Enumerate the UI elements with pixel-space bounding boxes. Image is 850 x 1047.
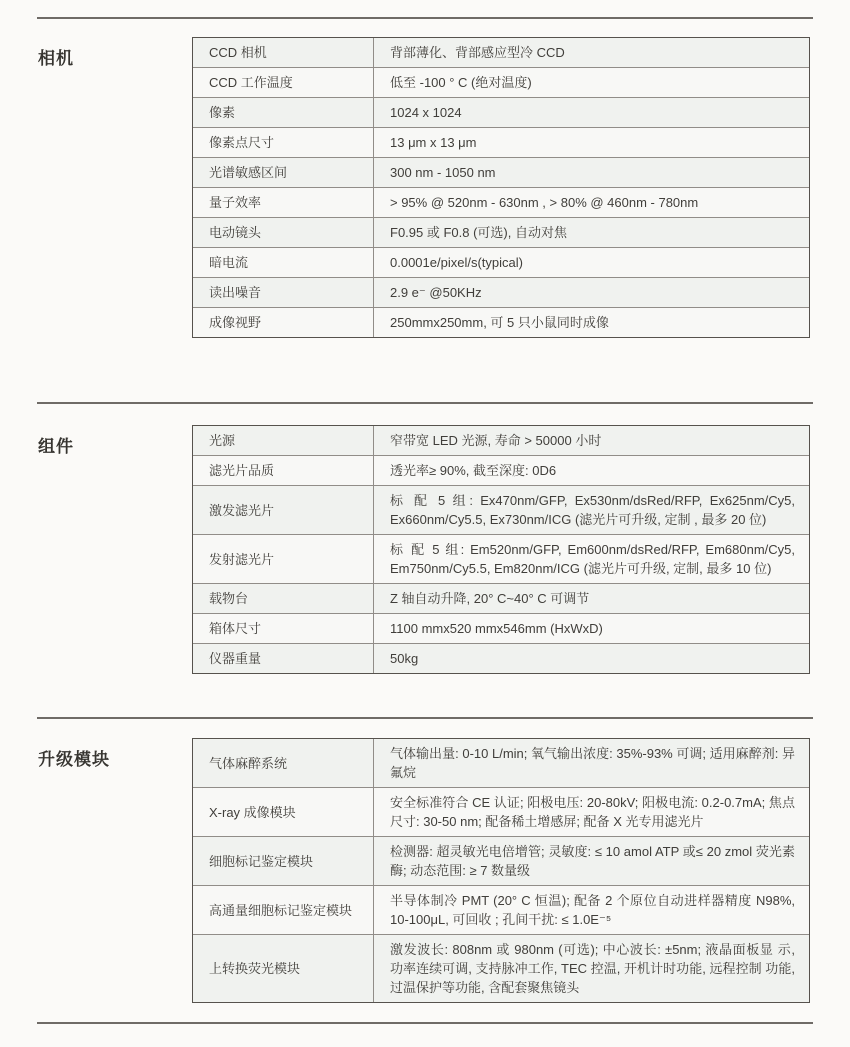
table-row bbox=[193, 426, 809, 456]
spec-value: 0.0001e/pixel/s(typical) bbox=[374, 248, 809, 277]
spec-label: 量子效率 bbox=[193, 188, 374, 217]
table-row bbox=[193, 38, 809, 68]
spec-value: 2.9 e⁻ @50KHz bbox=[374, 278, 809, 307]
table-row bbox=[193, 614, 809, 644]
spec-value: 13 μm x 13 μm bbox=[374, 128, 809, 157]
spec-label: 滤光片品质 bbox=[193, 456, 374, 485]
spec-value: 300 nm - 1050 nm bbox=[374, 158, 809, 187]
spec-value: > 95% @ 520nm - 630nm , > 80% @ 460nm - 780nm bbox=[374, 188, 809, 217]
spec-label: CCD 相机 bbox=[193, 38, 374, 67]
spec-value: 1100 mmx520 mmx546mm (HxWxD) bbox=[374, 614, 809, 643]
spec-label: 读出噪音 bbox=[193, 278, 374, 307]
section-title-components: 组件 bbox=[38, 437, 74, 456]
spec-value: 安全标准符合 CE 认证; 阳极电压: 20-80kV; 阳极电流: 0.2-0.7mA; 焦点尺寸: 30-50 nm; 配备稀土增感屏; 配备 X 光专用滤光片 bbox=[374, 788, 809, 836]
spec-label: 上转换荧光模块 bbox=[193, 935, 374, 1002]
spec-value: 标 配 5 组: Ex470nm/GFP, Ex530nm/dsRed/RFP, Ex625nm/Cy5, Ex660nm/Cy5.5, Ex730nm/ICG (滤光片可升级, 定制 , 最多 20 位) bbox=[374, 486, 809, 534]
table-row bbox=[193, 308, 809, 337]
table-row bbox=[193, 68, 809, 98]
spec-value: 窄带宽 LED 光源, 寿命 > 50000 小时 bbox=[374, 426, 809, 455]
spec-label: 激发滤光片 bbox=[193, 486, 374, 534]
spec-label: 光源 bbox=[193, 426, 374, 455]
section-title-camera: 相机 bbox=[38, 49, 74, 68]
table-row bbox=[193, 886, 809, 935]
spec-label: 成像视野 bbox=[193, 308, 374, 337]
spec-label: 像素点尺寸 bbox=[193, 128, 374, 157]
table-row bbox=[193, 486, 809, 535]
components-spec-table bbox=[192, 425, 810, 674]
horizontal-rule bbox=[37, 1022, 813, 1024]
table-row bbox=[193, 158, 809, 188]
spec-value: 半导体制冷 PMT (20° C 恒温); 配备 2 个原位自动进样器精度 N98%, 10-100μL, 可回收 ; 孔间干扰: ≤ 1.0E⁻⁵ bbox=[374, 886, 809, 934]
spec-value: 气体输出量: 0-10 L/min; 氧气输出浓度: 35%-93% 可调; 适用麻醉剂: 异氟烷 bbox=[374, 739, 809, 787]
spec-value: 1024 x 1024 bbox=[374, 98, 809, 127]
spec-label: CCD 工作温度 bbox=[193, 68, 374, 97]
spec-value: 检测器: 超灵敏光电倍增管; 灵敏度: ≤ 10 amol ATP 或≤ 20 zmol 荧光素酶; 动态范围: ≥ 7 数量级 bbox=[374, 837, 809, 885]
upgrade-modules-spec-table bbox=[192, 738, 810, 1003]
spec-value: 低至 -100 ° C (绝对温度) bbox=[374, 68, 809, 97]
spec-value: 背部薄化、背部感应型冷 CCD bbox=[374, 38, 809, 67]
spec-label: X-ray 成像模块 bbox=[193, 788, 374, 836]
section-upgrade-modules bbox=[0, 738, 850, 1003]
spec-value: Z 轴自动升降, 20° C~40° C 可调节 bbox=[374, 584, 809, 613]
horizontal-rule bbox=[37, 717, 813, 719]
table-row bbox=[193, 248, 809, 278]
table-row bbox=[193, 278, 809, 308]
section-camera bbox=[0, 37, 850, 338]
spec-label: 光谱敏感区间 bbox=[193, 158, 374, 187]
table-row bbox=[193, 584, 809, 614]
table-row bbox=[193, 535, 809, 584]
spec-value: 标 配 5 组: Em520nm/GFP, Em600nm/dsRed/RFP, Em680nm/Cy5, Em750nm/Cy5.5, Em820nm/ICG (滤光片可升级, 定制, 最多 10 位) bbox=[374, 535, 809, 583]
table-row bbox=[193, 644, 809, 673]
spec-label: 箱体尺寸 bbox=[193, 614, 374, 643]
table-row bbox=[193, 188, 809, 218]
table-row bbox=[193, 128, 809, 158]
spec-label: 发射滤光片 bbox=[193, 535, 374, 583]
spec-value: 250mmx250mm, 可 5 只小鼠同时成像 bbox=[374, 308, 809, 337]
spec-label: 暗电流 bbox=[193, 248, 374, 277]
table-row bbox=[193, 788, 809, 837]
spec-value: 50kg bbox=[374, 644, 809, 673]
table-row bbox=[193, 935, 809, 1002]
spec-label: 高通量细胞标记鉴定模块 bbox=[193, 886, 374, 934]
spec-label: 电动镜头 bbox=[193, 218, 374, 247]
horizontal-rule bbox=[37, 17, 813, 19]
horizontal-rule bbox=[37, 402, 813, 404]
spec-label: 仪器重量 bbox=[193, 644, 374, 673]
table-row bbox=[193, 456, 809, 486]
camera-spec-table bbox=[192, 37, 810, 338]
spec-value: 激发波长: 808nm 或 980nm (可选); 中心波长: ±5nm; 液晶面板显 示, 功率连续可调, 支持脉冲工作, TEC 控温, 开机计时功能, 远程控制 功能, 过温保护等功能, 含配套聚焦镜头 bbox=[374, 935, 809, 1002]
spec-label: 气体麻醉系统 bbox=[193, 739, 374, 787]
spec-value: F0.95 或 F0.8 (可选), 自动对焦 bbox=[374, 218, 809, 247]
spec-label: 载物台 bbox=[193, 584, 374, 613]
spec-label: 细胞标记鉴定模块 bbox=[193, 837, 374, 885]
spec-value: 透光率≥ 90%, 截至深度: 0D6 bbox=[374, 456, 809, 485]
table-row bbox=[193, 837, 809, 886]
section-components bbox=[0, 425, 850, 674]
table-row bbox=[193, 98, 809, 128]
table-row bbox=[193, 739, 809, 788]
section-title-upgrade-modules: 升级模块 bbox=[38, 750, 110, 769]
spec-label: 像素 bbox=[193, 98, 374, 127]
table-row bbox=[193, 218, 809, 248]
